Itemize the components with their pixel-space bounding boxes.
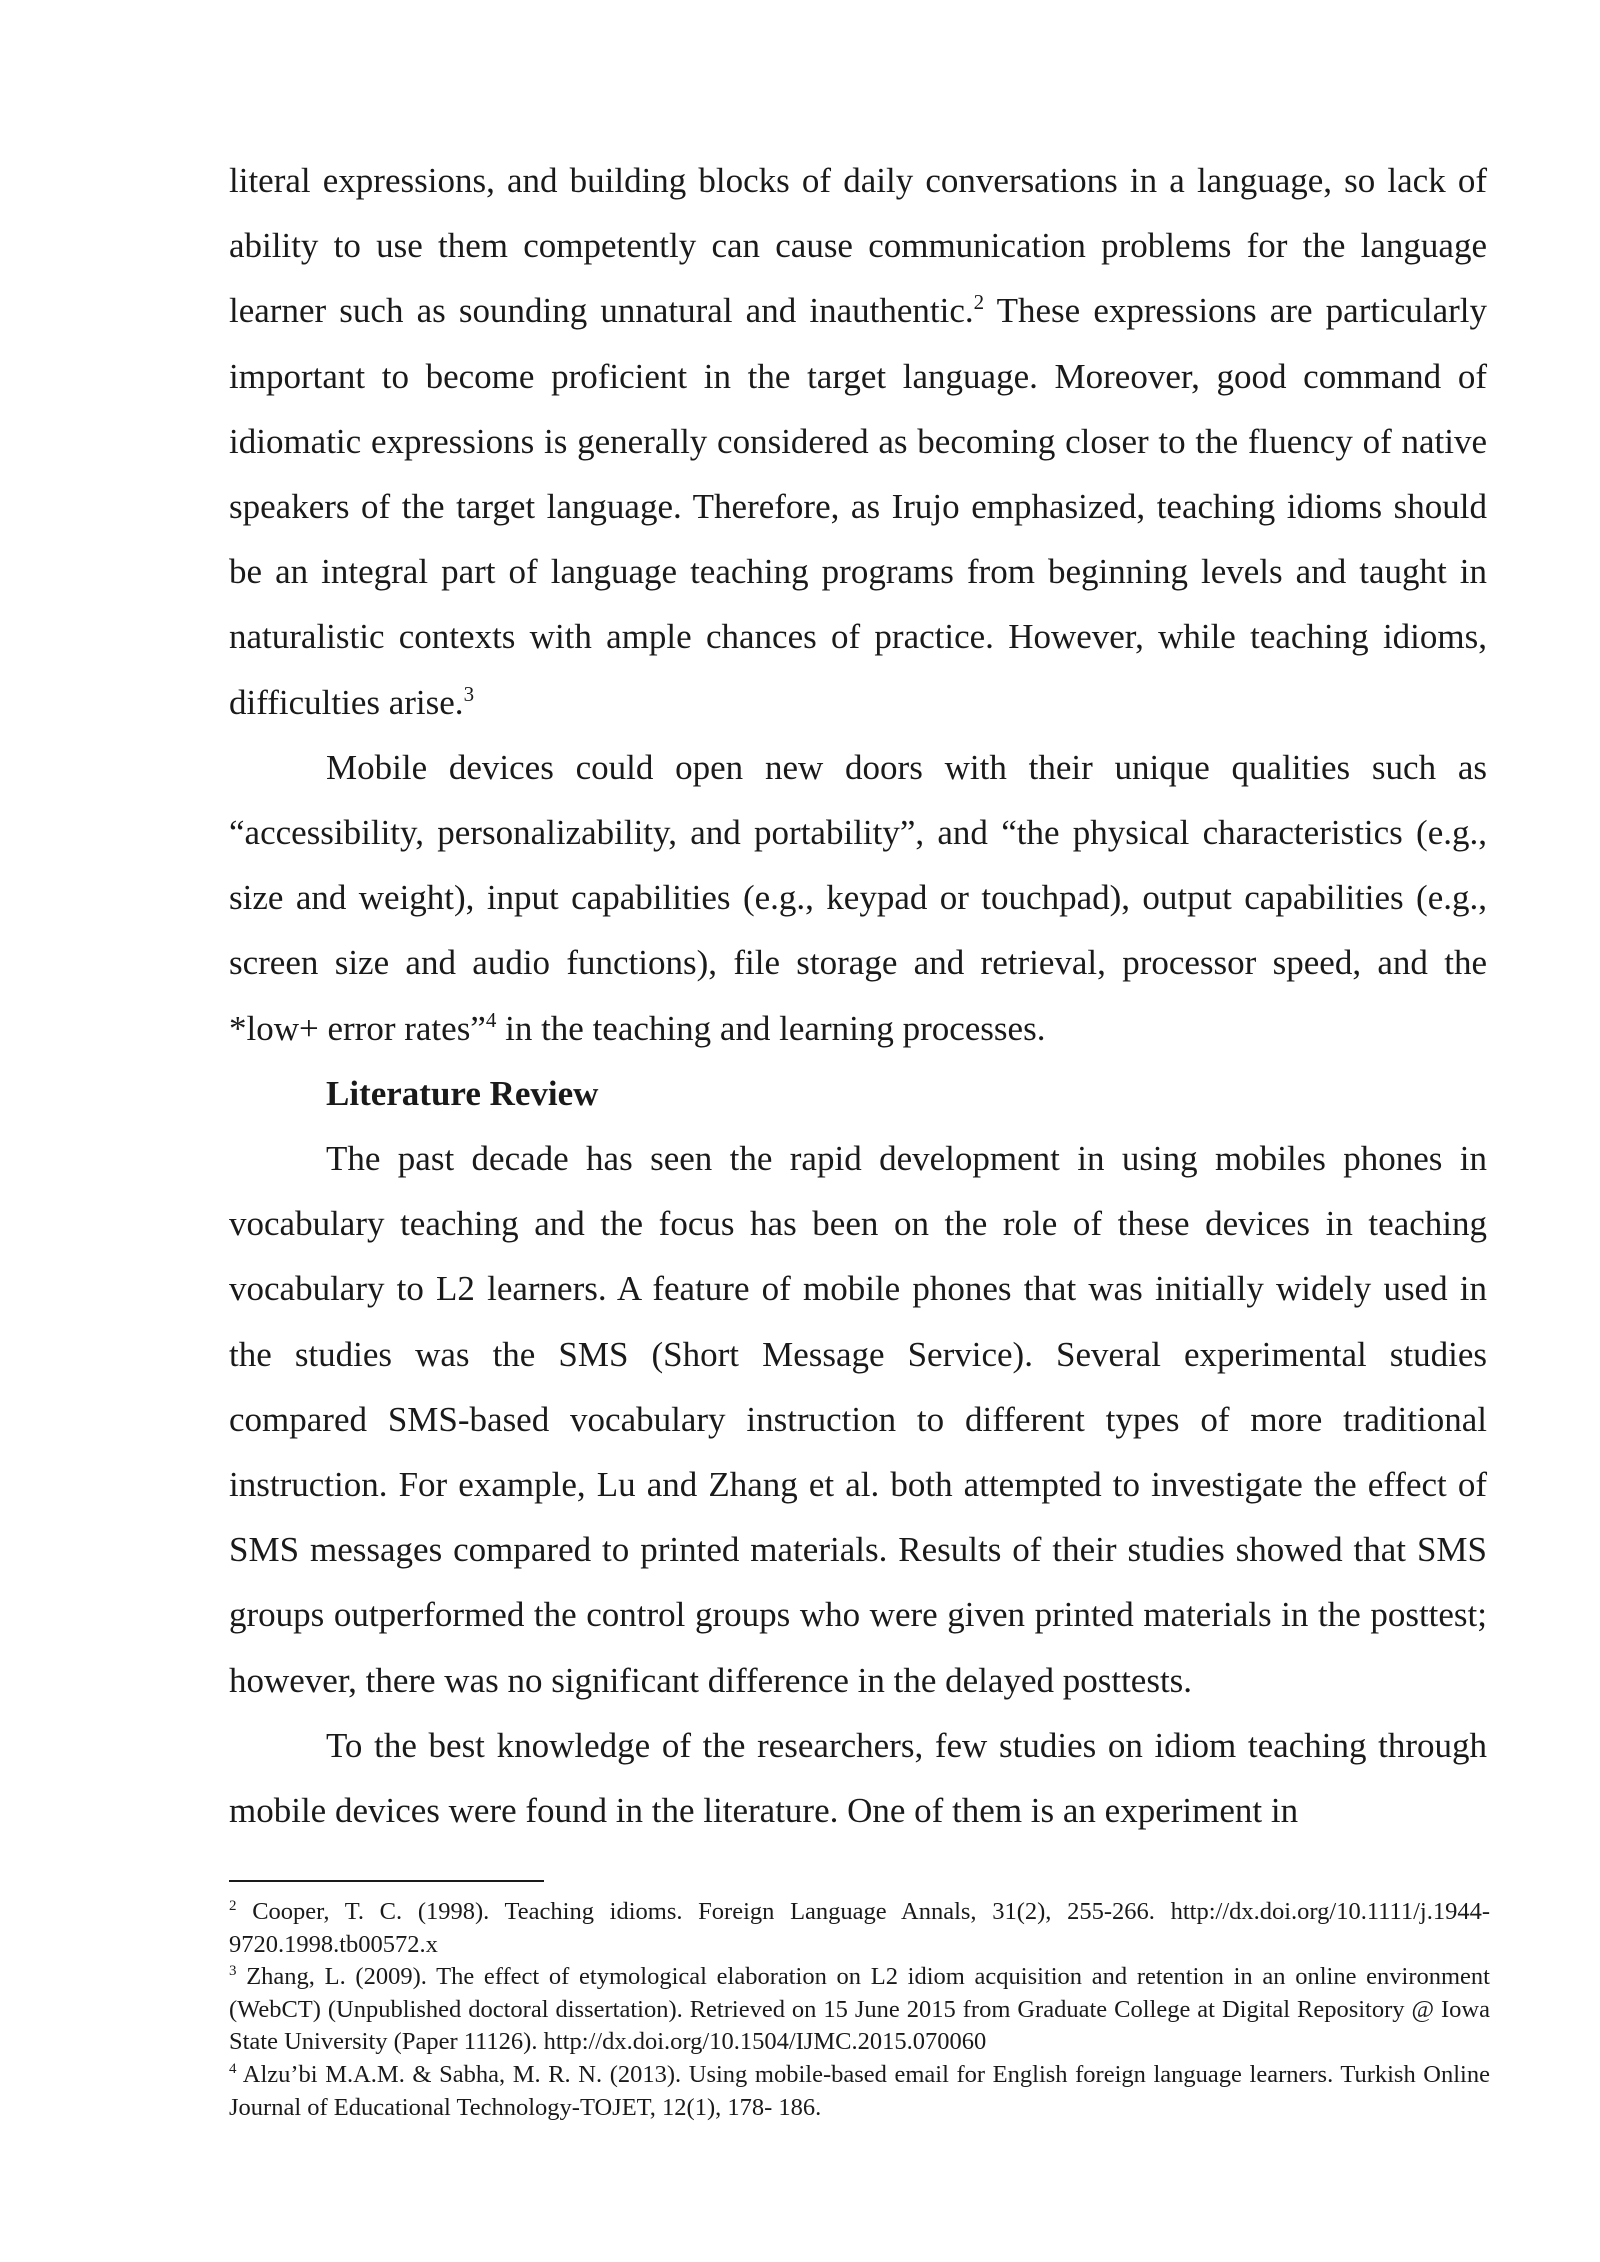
section-heading: Literature Review xyxy=(326,1073,599,1113)
footnote-item xyxy=(229,2059,1490,2124)
footnote-item xyxy=(229,1961,1490,2059)
paragraph-text: Mobile devices could open new doors with their unique qualities such as “accessibility, personalizability, and portability”, and “the physical characteristics (e.g., size and weight), input capabilities (e.g., keypad or touchpad), output capabilities (e.g., screen size and audio functions), file storage and retrieval, processor speed, and the *low+ error rates” xyxy=(229,747,1487,1048)
footnote-text: Alzu’bi M.A.M. & Sabha, M. R. N. (2013). Using mobile-based email for English foreign language learners. Turkish Online Journal of Educational Technology-TOJET, 12(1), 178- 186. xyxy=(229,2060,1490,2121)
footnote-marker: 4 xyxy=(229,2060,237,2077)
footnote-reference[interactable]: 4 xyxy=(485,1007,497,1032)
paragraph-idioms xyxy=(229,148,1487,735)
paragraph-idiom-studies: To the best knowledge of the researchers, few studies on idiom teaching through mobile devices were found in the literature. One of them is an experiment in xyxy=(229,1725,1487,1831)
footnote-reference[interactable]: 3 xyxy=(463,681,475,706)
paragraph-text: These expressions are particularly important to become proficient in the target language. Moreover, good command of idiomatic expressions is generally considered as becoming closer to the fluency of native speakers of the target language. Therefore, as Irujo emphasized, teaching idioms should be an integral part of language teaching programs from beginning levels and taught in naturalistic contexts with ample chances of practice. However, while teaching idioms, difficulties arise. xyxy=(229,291,1487,722)
paragraph-mobile-devices xyxy=(229,735,1487,1061)
footnote-marker: 2 xyxy=(229,1898,237,1914)
footnotes-section xyxy=(229,1880,1490,2124)
footnote-item xyxy=(229,1896,1490,1961)
paragraph-text: in the teaching and learning processes. xyxy=(496,1008,1046,1048)
footnote-divider xyxy=(229,1880,544,1882)
footnote-text: Cooper, T. C. (1998). Teaching idioms. Foreign Language Annals, 31(2), 255-266. http://dx.doi.org/10.1111/j.1944-9720.1998.tb00572.x xyxy=(229,1898,1490,1958)
paragraph-text: literal expressions, and building blocks of daily conversations in a language, so lack of ability to use them competently can cause communication problems for the language learner such as sounding unnatural and inauthentic. xyxy=(229,161,1487,331)
footnote-text: Zhang, L. (2009). The effect of etymological elaboration on L2 idiom acquisition and retention in an online environment (WebCT) (Unpublished doctoral dissertation). Retrieved on 15 June 2015 from Graduate College at Digital Repository @ Iowa State University (Paper 11126). http://dx.doi.org/10.1504/IJMC.2015.070060 xyxy=(229,1963,1490,2056)
footnote-marker: 3 xyxy=(229,1963,237,1980)
footnote-reference[interactable]: 2 xyxy=(973,290,985,315)
document-body xyxy=(229,148,1487,1843)
paragraph-literature-review: The past decade has seen the rapid development in using mobiles phones in vocabulary teaching and the focus has been on the role of these devices in teaching vocabulary to L2 learners. A feature of mobile phones that was initially widely used in the studies was the SMS (Short Message Service). Several experimental studies compared SMS-based vocabulary instruction to different types of more traditional instruction. For example, Lu and Zhang et al. both attempted to investigate the effect of SMS messages compared to printed materials. Results of their studies showed that SMS groups outperformed the control groups who were given printed materials in the posttest; however, there was no significant difference in the delayed posttests. xyxy=(229,1139,1487,1700)
